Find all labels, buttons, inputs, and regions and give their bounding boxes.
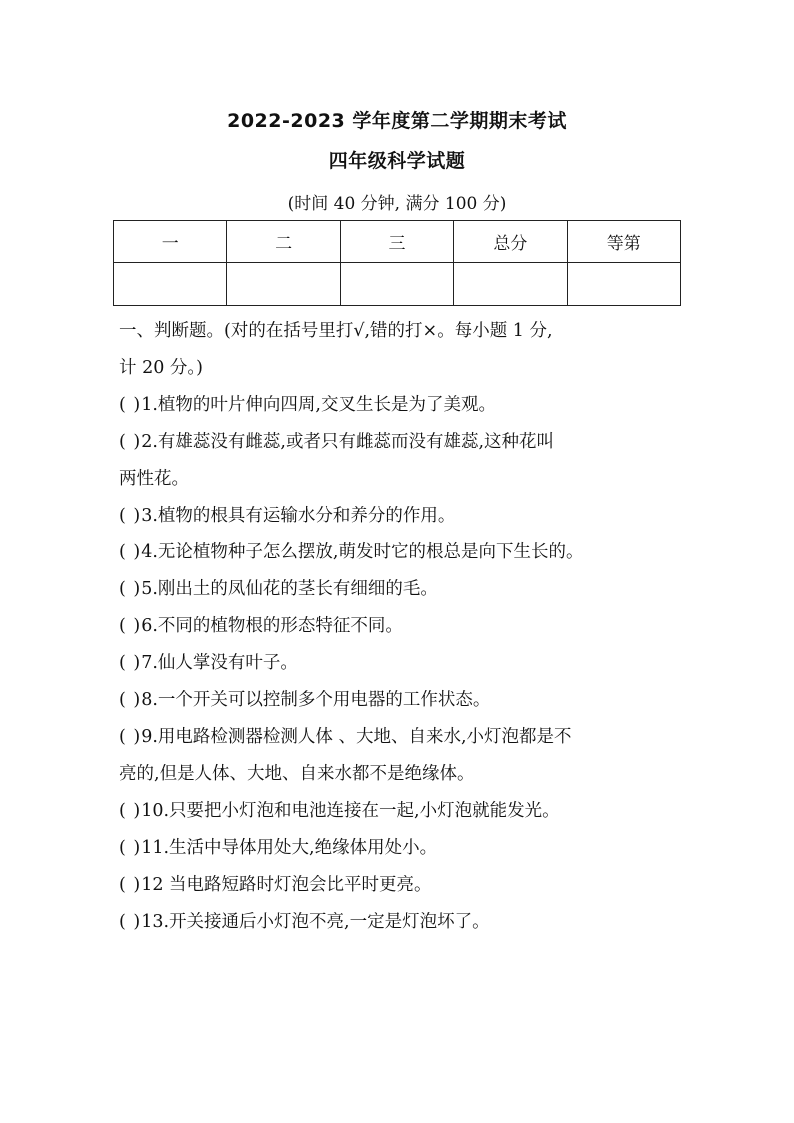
score-col-grade: 等第 xyxy=(567,221,680,263)
question-item xyxy=(119,793,681,830)
question-text: 11.生活中导体用处大,绝缘体用处小。 xyxy=(141,837,438,858)
answer-parentheses[interactable]: ( ) xyxy=(119,394,142,415)
question-text: 8.一个开关可以控制多个用电器的工作状态。 xyxy=(141,690,491,711)
answer-parentheses[interactable]: ( ) xyxy=(119,653,142,674)
question-item xyxy=(119,608,681,645)
question-text: 7.仙人掌没有叶子。 xyxy=(141,653,298,674)
question-list xyxy=(119,387,681,941)
section-heading-cont: 计 20 分。) xyxy=(119,357,203,378)
question-item xyxy=(119,904,681,941)
score-cell-2[interactable] xyxy=(227,263,340,306)
score-cell-3[interactable] xyxy=(340,263,453,306)
score-table-value-row xyxy=(114,263,681,306)
score-col-3: 三 xyxy=(340,221,453,263)
score-table-header-row xyxy=(114,221,681,263)
question-item xyxy=(119,387,681,424)
answer-parentheses[interactable]: ( ) xyxy=(119,579,142,600)
answer-parentheses[interactable]: ( ) xyxy=(119,616,142,637)
score-cell-total[interactable] xyxy=(454,263,567,306)
question-item xyxy=(119,867,681,904)
question-item xyxy=(119,719,681,756)
question-item xyxy=(119,424,681,461)
answer-parentheses[interactable]: ( ) xyxy=(119,726,142,747)
answer-parentheses[interactable]: ( ) xyxy=(119,874,142,895)
question-item xyxy=(119,682,681,719)
answer-parentheses[interactable]: ( ) xyxy=(119,542,142,563)
question-text-cont: 亮的,但是人体、大地、自来水都不是绝缘体。 xyxy=(119,763,475,784)
score-cell-grade[interactable] xyxy=(567,263,680,306)
score-table xyxy=(113,220,681,306)
exam-title: 2022-2023 学年度第二学期期末考试 xyxy=(227,110,567,132)
answer-parentheses[interactable]: ( ) xyxy=(119,690,142,711)
question-item xyxy=(119,830,681,867)
question-text: 3.植物的根具有运输水分和养分的作用。 xyxy=(141,505,456,526)
question-text: 6.不同的植物根的形态特征不同。 xyxy=(141,616,403,637)
answer-parentheses[interactable]: ( ) xyxy=(119,911,142,932)
question-item xyxy=(119,534,681,571)
question-item xyxy=(119,498,681,535)
score-col-1: 一 xyxy=(114,221,227,263)
question-text: 9.用电路检测器检测人体 、大地、自来水,小灯泡都是不 xyxy=(141,726,572,747)
question-item xyxy=(119,571,681,608)
exam-time-note: (时间 40 分钟, 满分 100 分) xyxy=(287,194,507,214)
section-heading: 一、判断题。(对的在括号里打√,错的打×。每小题 1 分, xyxy=(119,321,553,341)
answer-parentheses[interactable]: ( ) xyxy=(119,837,142,858)
question-text: 4.无论植物种子怎么摆放,萌发时它的根总是向下生长的。 xyxy=(141,542,584,563)
question-text: 2.有雄蕊没有雌蕊,或者只有雌蕊而没有雄蕊,这种花叫 xyxy=(141,431,555,452)
section-true-false xyxy=(119,313,681,940)
question-text: 1.植物的叶片伸向四周,交叉生长是为了美观。 xyxy=(141,394,496,415)
exam-subtitle: 四年级科学试题 xyxy=(328,150,466,172)
score-col-2: 二 xyxy=(227,221,340,263)
question-text: 13.开关接通后小灯泡不亮,一定是灯泡坏了。 xyxy=(141,911,490,932)
question-text-cont: 两性花。 xyxy=(119,468,189,489)
question-item xyxy=(119,645,681,682)
answer-parentheses[interactable]: ( ) xyxy=(119,800,142,821)
question-text: 12 当电路短路时灯泡会比平时更亮。 xyxy=(141,874,432,895)
question-text: 10.只要把小灯泡和电池连接在一起,小灯泡就能发光。 xyxy=(141,800,560,821)
answer-parentheses[interactable]: ( ) xyxy=(119,431,142,452)
answer-parentheses[interactable]: ( ) xyxy=(119,505,142,526)
question-text: 5.刚出土的凤仙花的茎长有细细的毛。 xyxy=(141,579,438,600)
score-col-total: 总分 xyxy=(454,221,567,263)
score-cell-1[interactable] xyxy=(114,263,227,306)
